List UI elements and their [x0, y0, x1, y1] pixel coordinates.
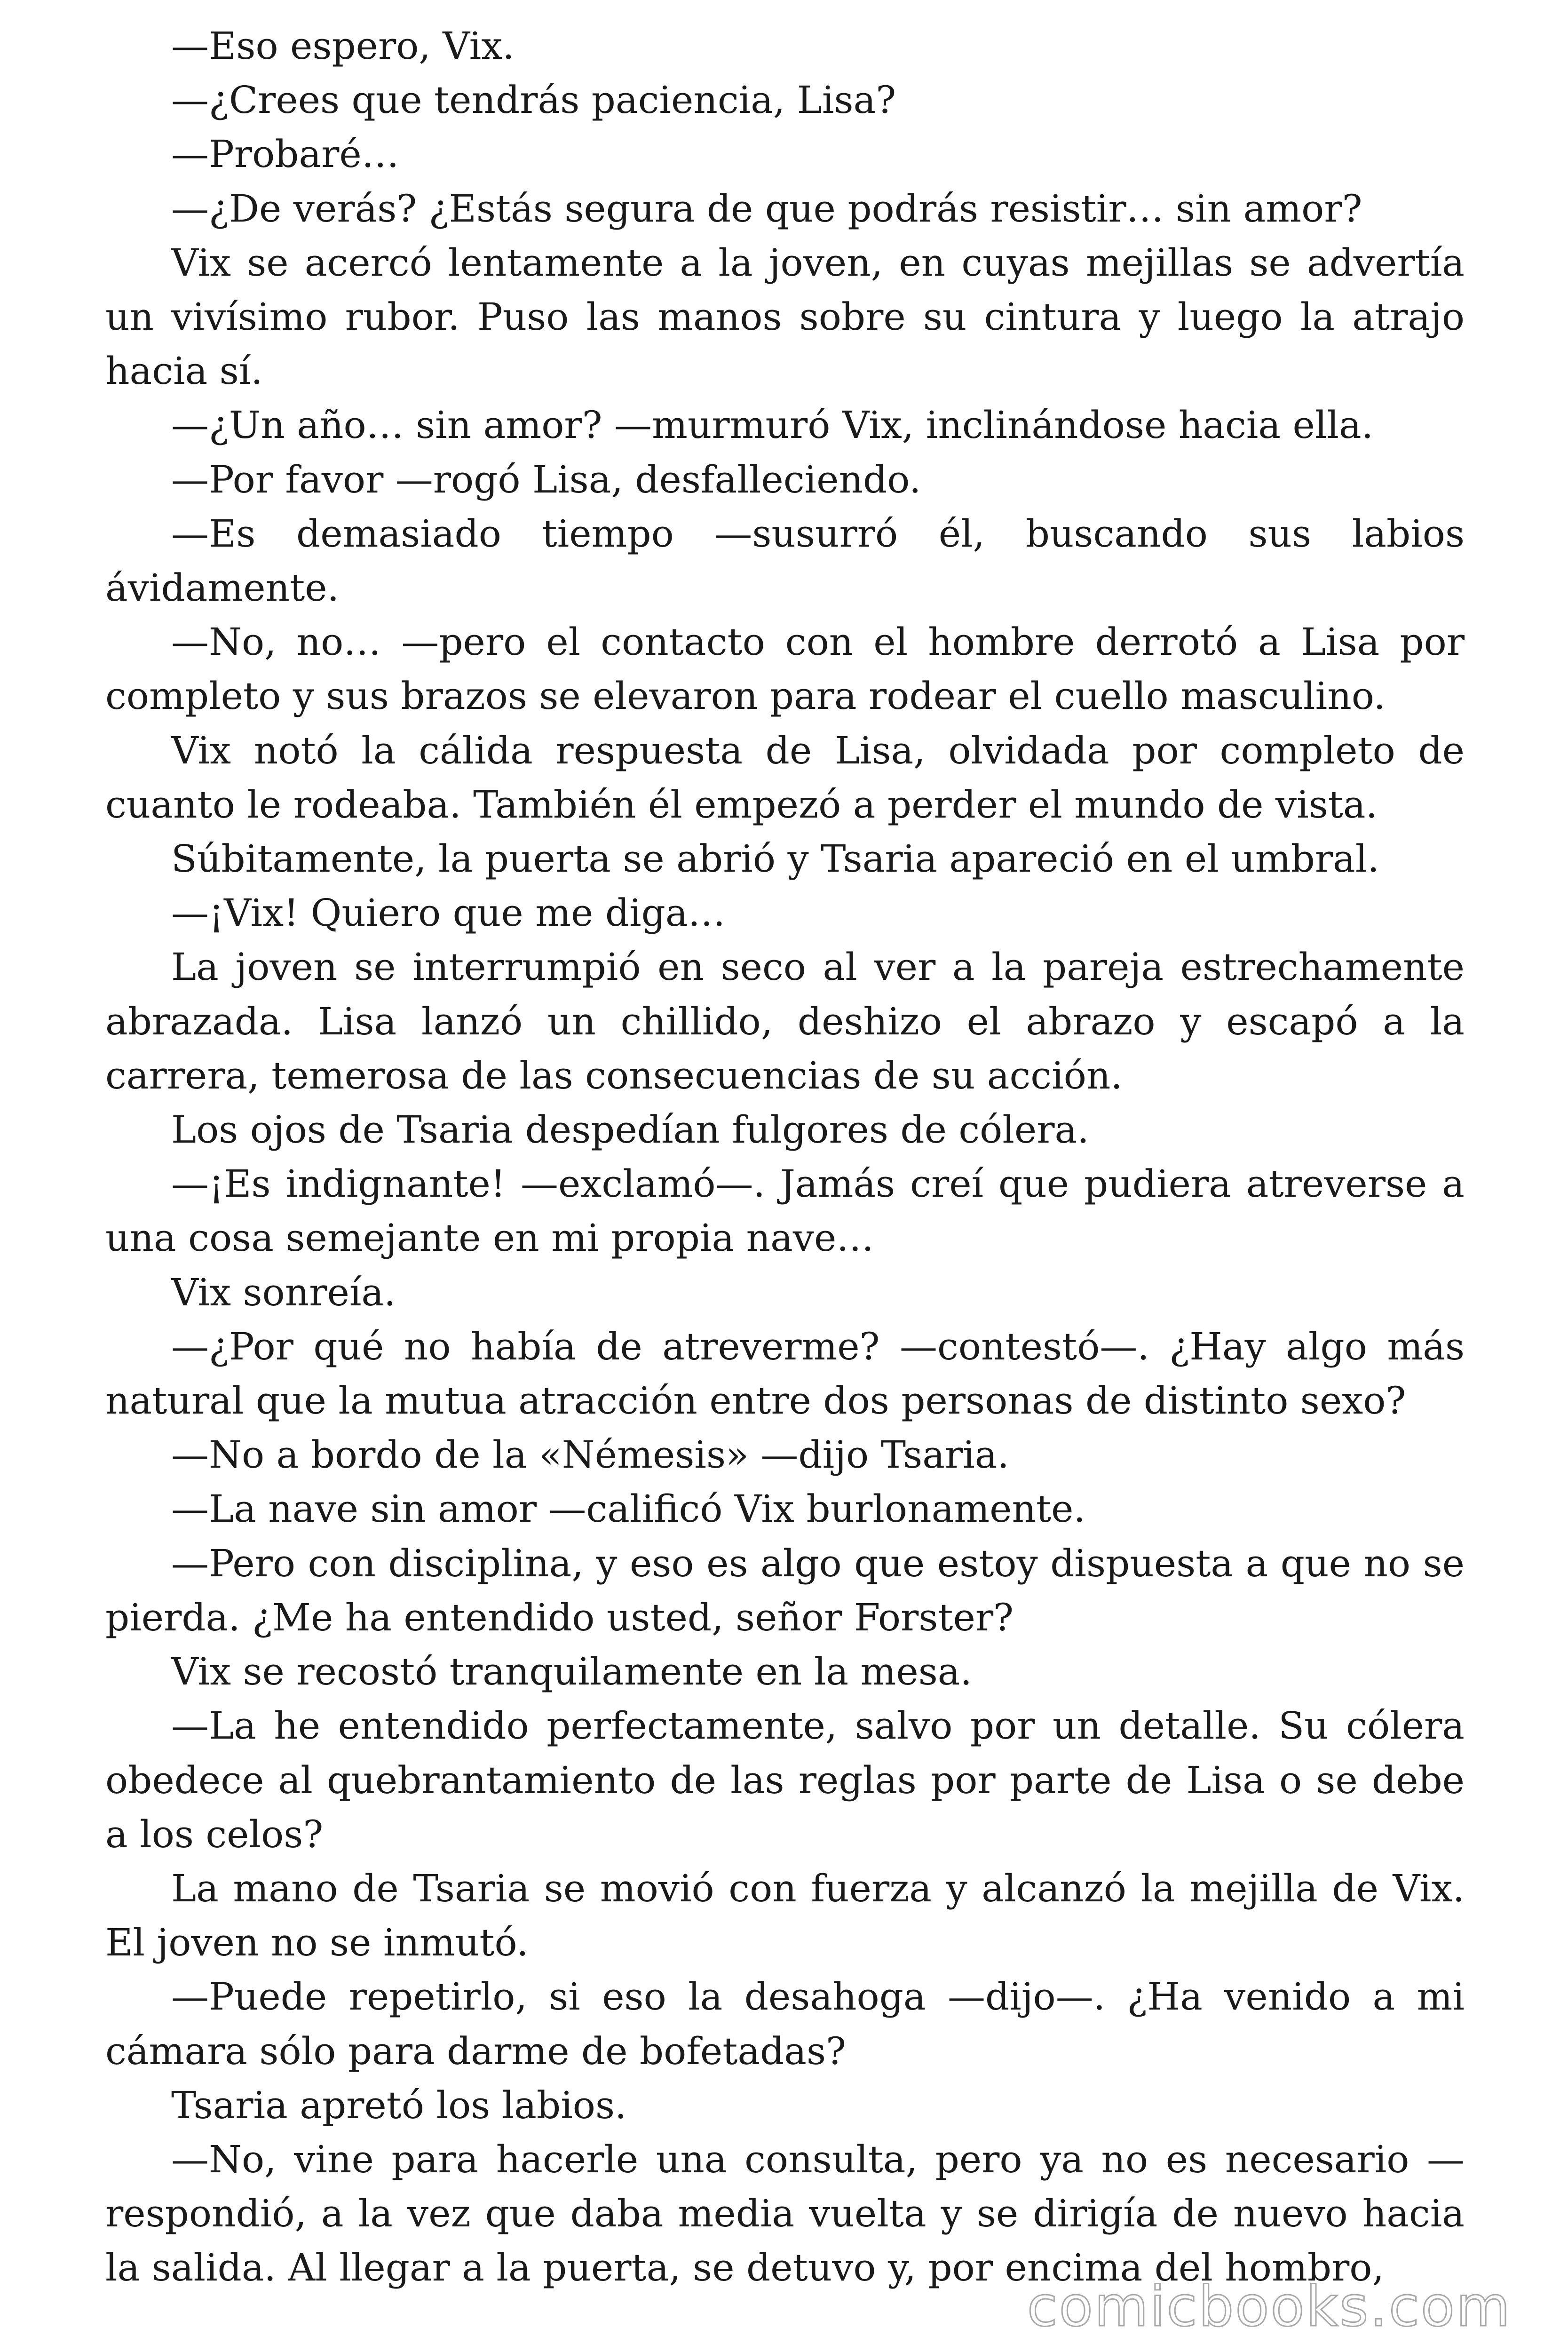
paragraph: —¿Por qué no había de atreverme? —contestó—. ¿Hay algo más natural que la mutua atracción entre dos personas de distinto sexo? [105, 1324, 1465, 1423]
paragraph: Los ojos de Tsaria despedían fulgores de cólera. [171, 1108, 1089, 1152]
paragraph: La joven se interrumpió en seco al ver a la pareja estrechamente abrazada. Lisa lanzó un chillido, deshizo el abrazo y escapó a la carrera, temerosa de las consecuencias de su acción. [105, 945, 1465, 1097]
paragraph: —Es demasiado tiempo —susurró él, buscando sus labios ávidamente. [105, 511, 1465, 610]
paragraph: Vix se recostó tranquilamente en la mesa. [171, 1650, 972, 1694]
paragraph: —La he entendido perfectamente, salvo por un detalle. Su cólera obedece al quebrantamiento de las reglas por parte de Lisa o se debe a los celos? [105, 1704, 1465, 1856]
paragraph: —Pero con disciplina, y eso es algo que estoy dispuesta a que no se pierda. ¿Me ha entendido usted, señor Forster? [105, 1541, 1465, 1639]
paragraph: —Puede repetirlo, si eso la desahoga —dijo—. ¿Ha venido a mi cámara sólo para darme de bofetadas? [105, 1975, 1465, 2073]
paragraph: —¡Vix! Quiero que me diga… [171, 891, 726, 935]
paragraph: —La nave sin amor —calificó Vix burlonamente. [171, 1487, 1085, 1531]
paragraph: —No a bordo de la «Némesis» —dijo Tsaria. [171, 1433, 1009, 1477]
paragraph: Vix notó la cálida respuesta de Lisa, olvidada por completo de cuanto le rodeaba. También él empezó a perder el mundo de vista. [105, 728, 1465, 826]
paragraph: —Probaré… [171, 132, 399, 176]
paragraph: Vix se acercó lentamente a la joven, en cuyas mejillas se advertía un vivísimo rubor. Puso las manos sobre su cintura y luego la atrajo hacia sí. [105, 240, 1465, 393]
paragraph: —No, no… —pero el contacto con el hombre derrotó a Lisa por completo y sus brazos se elevaron para rodear el cuello masculino. [105, 620, 1465, 718]
paragraph: —No, vine para hacerle una consulta, pero ya no es necesario —respondió, a la vez que daba media vuelta y se dirigía de nuevo hacia la salida. Al llegar a la puerta, se detuvo y, por encima del hombro, [105, 2137, 1465, 2290]
watermark: comicbooks.com [1027, 2274, 1512, 2339]
paragraph: —¿Un año… sin amor? —murmuró Vix, inclinándose hacia ella. [171, 403, 1374, 447]
paragraph: Tsaria apretó los labios. [171, 2083, 627, 2127]
paragraph: —¿Crees que tendrás paciencia, Lisa? [171, 78, 896, 122]
body-text [105, 19, 1465, 2295]
paragraph: —Por favor —rogó Lisa, desfalleciendo. [171, 457, 921, 501]
paragraph: —¡Es indignante! —exclamó—. Jamás creí que pudiera atreverse a una cosa semejante en mi propia nave… [105, 1162, 1465, 1260]
paragraph: Vix sonreía. [171, 1270, 396, 1314]
paragraph: —Eso espero, Vix. [171, 24, 515, 68]
paragraph: Súbitamente, la puerta se abrió y Tsaria apareció en el umbral. [171, 837, 1379, 881]
paragraph: —¿De verás? ¿Estás segura de que podrás resistir… sin amor? [171, 186, 1362, 230]
paragraph: La mano de Tsaria se movió con fuerza y alcanzó la mejilla de Vix. El joven no se inmutó. [105, 1866, 1465, 1965]
